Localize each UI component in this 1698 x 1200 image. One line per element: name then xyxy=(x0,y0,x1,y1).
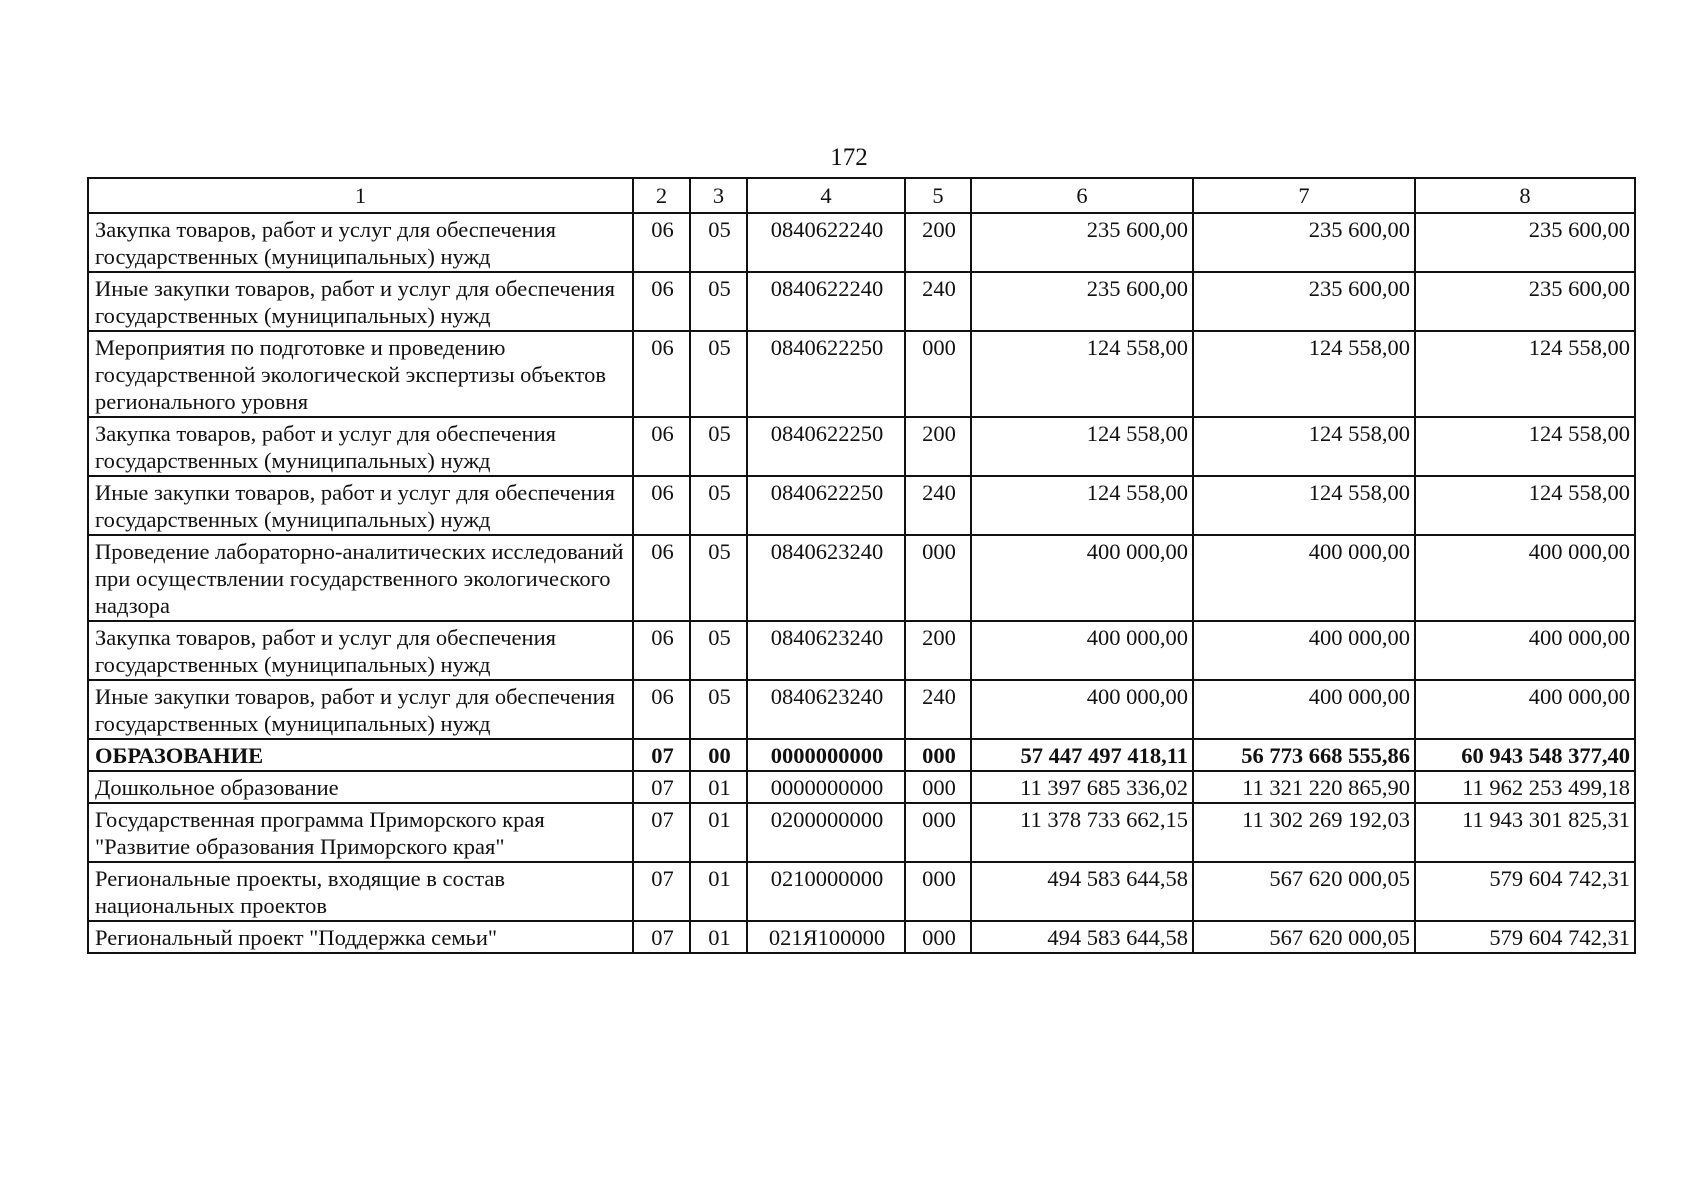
target-item-code-cell: 0210000000 xyxy=(747,862,905,921)
row-name-cell: Региональный проект "Поддержка семьи" xyxy=(88,921,633,953)
section-code-cell: 07 xyxy=(633,862,690,921)
expense-type-code-cell: 000 xyxy=(905,535,971,621)
expense-type-code-cell: 240 xyxy=(905,272,971,331)
amount-col8-cell: 124 558,00 xyxy=(1415,331,1635,417)
amount-col6-cell: 235 600,00 xyxy=(971,213,1193,272)
amount-col6-cell: 494 583 644,58 xyxy=(971,921,1193,953)
amount-col6-cell: 124 558,00 xyxy=(971,417,1193,476)
amount-col8-cell: 579 604 742,31 xyxy=(1415,921,1635,953)
amount-col8-cell: 11 943 301 825,31 xyxy=(1415,803,1635,862)
amount-col7-cell: 124 558,00 xyxy=(1193,331,1415,417)
amount-col7-cell: 400 000,00 xyxy=(1193,680,1415,739)
table-row xyxy=(88,272,1635,331)
table-row xyxy=(88,621,1635,680)
column-header: 6 xyxy=(971,178,1193,213)
table-row xyxy=(88,680,1635,739)
expense-type-code-cell: 240 xyxy=(905,476,971,535)
row-name-cell: Иные закупки товаров, работ и услуг для обеспечения государственных (муниципальных) нужд xyxy=(88,476,633,535)
column-header: 5 xyxy=(905,178,971,213)
target-item-code-cell: 021Я100000 xyxy=(747,921,905,953)
target-item-code-cell: 0840622250 xyxy=(747,331,905,417)
amount-col7-cell: 11 321 220 865,90 xyxy=(1193,771,1415,803)
amount-col7-cell: 400 000,00 xyxy=(1193,621,1415,680)
row-name-cell: Иные закупки товаров, работ и услуг для обеспечения государственных (муниципальных) нужд xyxy=(88,272,633,331)
amount-col8-cell: 400 000,00 xyxy=(1415,535,1635,621)
amount-col6-cell: 400 000,00 xyxy=(971,621,1193,680)
table-row xyxy=(88,331,1635,417)
row-name-cell: ОБРАЗОВАНИЕ xyxy=(88,739,633,771)
table-row xyxy=(88,476,1635,535)
row-name-cell: Закупка товаров, работ и услуг для обеспечения государственных (муниципальных) нужд xyxy=(88,417,633,476)
column-header: 2 xyxy=(633,178,690,213)
amount-col6-cell: 400 000,00 xyxy=(971,680,1193,739)
table-row xyxy=(88,417,1635,476)
subsection-code-cell: 01 xyxy=(690,771,747,803)
subsection-code-cell: 05 xyxy=(690,213,747,272)
target-item-code-cell: 0840623240 xyxy=(747,535,905,621)
expense-type-code-cell: 240 xyxy=(905,680,971,739)
target-item-code-cell: 0840622250 xyxy=(747,476,905,535)
section-code-cell: 06 xyxy=(633,272,690,331)
section-code-cell: 06 xyxy=(633,535,690,621)
amount-col6-cell: 11 378 733 662,15 xyxy=(971,803,1193,862)
target-item-code-cell: 0840623240 xyxy=(747,621,905,680)
subsection-code-cell: 01 xyxy=(690,921,747,953)
expense-type-code-cell: 000 xyxy=(905,771,971,803)
row-name-cell: Дошкольное образование xyxy=(88,771,633,803)
amount-col6-cell: 400 000,00 xyxy=(971,535,1193,621)
row-name-cell: Региональные проекты, входящие в состав национальных проектов xyxy=(88,862,633,921)
target-item-code-cell: 0840622250 xyxy=(747,417,905,476)
table-body xyxy=(88,213,1635,953)
expense-type-code-cell: 000 xyxy=(905,862,971,921)
row-name-cell: Закупка товаров, работ и услуг для обеспечения государственных (муниципальных) нужд xyxy=(88,213,633,272)
amount-col7-cell: 124 558,00 xyxy=(1193,476,1415,535)
amount-col7-cell: 11 302 269 192,03 xyxy=(1193,803,1415,862)
budget-table xyxy=(87,177,1636,954)
expense-type-code-cell: 000 xyxy=(905,803,971,862)
subsection-code-cell: 05 xyxy=(690,417,747,476)
expense-type-code-cell: 200 xyxy=(905,417,971,476)
amount-col8-cell: 124 558,00 xyxy=(1415,417,1635,476)
expense-type-code-cell: 000 xyxy=(905,739,971,771)
subsection-code-cell: 05 xyxy=(690,680,747,739)
section-code-cell: 06 xyxy=(633,331,690,417)
table-row xyxy=(88,803,1635,862)
row-name-cell: Закупка товаров, работ и услуг для обеспечения государственных (муниципальных) нужд xyxy=(88,621,633,680)
expense-type-code-cell: 000 xyxy=(905,331,971,417)
amount-col6-cell: 124 558,00 xyxy=(971,331,1193,417)
row-name-cell: Иные закупки товаров, работ и услуг для обеспечения государственных (муниципальных) нужд xyxy=(88,680,633,739)
section-code-cell: 07 xyxy=(633,921,690,953)
target-item-code-cell: 0840623240 xyxy=(747,680,905,739)
table-row xyxy=(88,739,1635,771)
expense-type-code-cell: 200 xyxy=(905,213,971,272)
target-item-code-cell: 0840622240 xyxy=(747,272,905,331)
target-item-code-cell: 0000000000 xyxy=(747,771,905,803)
row-name-cell: Проведение лабораторно-аналитических исследований при осуществлении государственного экологического надзора xyxy=(88,535,633,621)
section-code-cell: 06 xyxy=(633,417,690,476)
table-row xyxy=(88,771,1635,803)
target-item-code-cell: 0000000000 xyxy=(747,739,905,771)
column-header: 7 xyxy=(1193,178,1415,213)
amount-col6-cell: 124 558,00 xyxy=(971,476,1193,535)
amount-col7-cell: 56 773 668 555,86 xyxy=(1193,739,1415,771)
amount-col7-cell: 400 000,00 xyxy=(1193,535,1415,621)
target-item-code-cell: 0840622240 xyxy=(747,213,905,272)
section-code-cell: 06 xyxy=(633,621,690,680)
subsection-code-cell: 05 xyxy=(690,535,747,621)
column-header: 4 xyxy=(747,178,905,213)
column-header: 8 xyxy=(1415,178,1635,213)
amount-col8-cell: 124 558,00 xyxy=(1415,476,1635,535)
amount-col7-cell: 567 620 000,05 xyxy=(1193,862,1415,921)
table-row xyxy=(88,535,1635,621)
column-header: 1 xyxy=(88,178,633,213)
header-row xyxy=(88,178,1635,213)
section-code-cell: 07 xyxy=(633,739,690,771)
row-name-cell: Государственная программа Приморского края "Развитие образования Приморского края" xyxy=(88,803,633,862)
section-code-cell: 06 xyxy=(633,213,690,272)
table-row xyxy=(88,921,1635,953)
target-item-code-cell: 0200000000 xyxy=(747,803,905,862)
amount-col8-cell: 579 604 742,31 xyxy=(1415,862,1635,921)
amount-col7-cell: 567 620 000,05 xyxy=(1193,921,1415,953)
section-code-cell: 07 xyxy=(633,771,690,803)
amount-col8-cell: 235 600,00 xyxy=(1415,213,1635,272)
section-code-cell: 06 xyxy=(633,680,690,739)
column-header: 3 xyxy=(690,178,747,213)
page-number: 172 xyxy=(830,144,868,171)
table-row xyxy=(88,862,1635,921)
amount-col6-cell: 11 397 685 336,02 xyxy=(971,771,1193,803)
subsection-code-cell: 05 xyxy=(690,331,747,417)
amount-col8-cell: 60 943 548 377,40 xyxy=(1415,739,1635,771)
expense-type-code-cell: 200 xyxy=(905,621,971,680)
subsection-code-cell: 05 xyxy=(690,476,747,535)
subsection-code-cell: 05 xyxy=(690,621,747,680)
amount-col6-cell: 494 583 644,58 xyxy=(971,862,1193,921)
amount-col6-cell: 235 600,00 xyxy=(971,272,1193,331)
expense-type-code-cell: 000 xyxy=(905,921,971,953)
subsection-code-cell: 01 xyxy=(690,862,747,921)
amount-col6-cell: 57 447 497 418,11 xyxy=(971,739,1193,771)
amount-col8-cell: 235 600,00 xyxy=(1415,272,1635,331)
subsection-code-cell: 01 xyxy=(690,803,747,862)
amount-col7-cell: 235 600,00 xyxy=(1193,213,1415,272)
table-row xyxy=(88,213,1635,272)
row-name-cell: Мероприятия по подготовке и проведению государственной экологической экспертизы объектов регионального уровня xyxy=(88,331,633,417)
amount-col8-cell: 11 962 253 499,18 xyxy=(1415,771,1635,803)
amount-col7-cell: 124 558,00 xyxy=(1193,417,1415,476)
subsection-code-cell: 05 xyxy=(690,272,747,331)
section-code-cell: 07 xyxy=(633,803,690,862)
section-code-cell: 06 xyxy=(633,476,690,535)
subsection-code-cell: 00 xyxy=(690,739,747,771)
amount-col8-cell: 400 000,00 xyxy=(1415,621,1635,680)
amount-col8-cell: 400 000,00 xyxy=(1415,680,1635,739)
amount-col7-cell: 235 600,00 xyxy=(1193,272,1415,331)
